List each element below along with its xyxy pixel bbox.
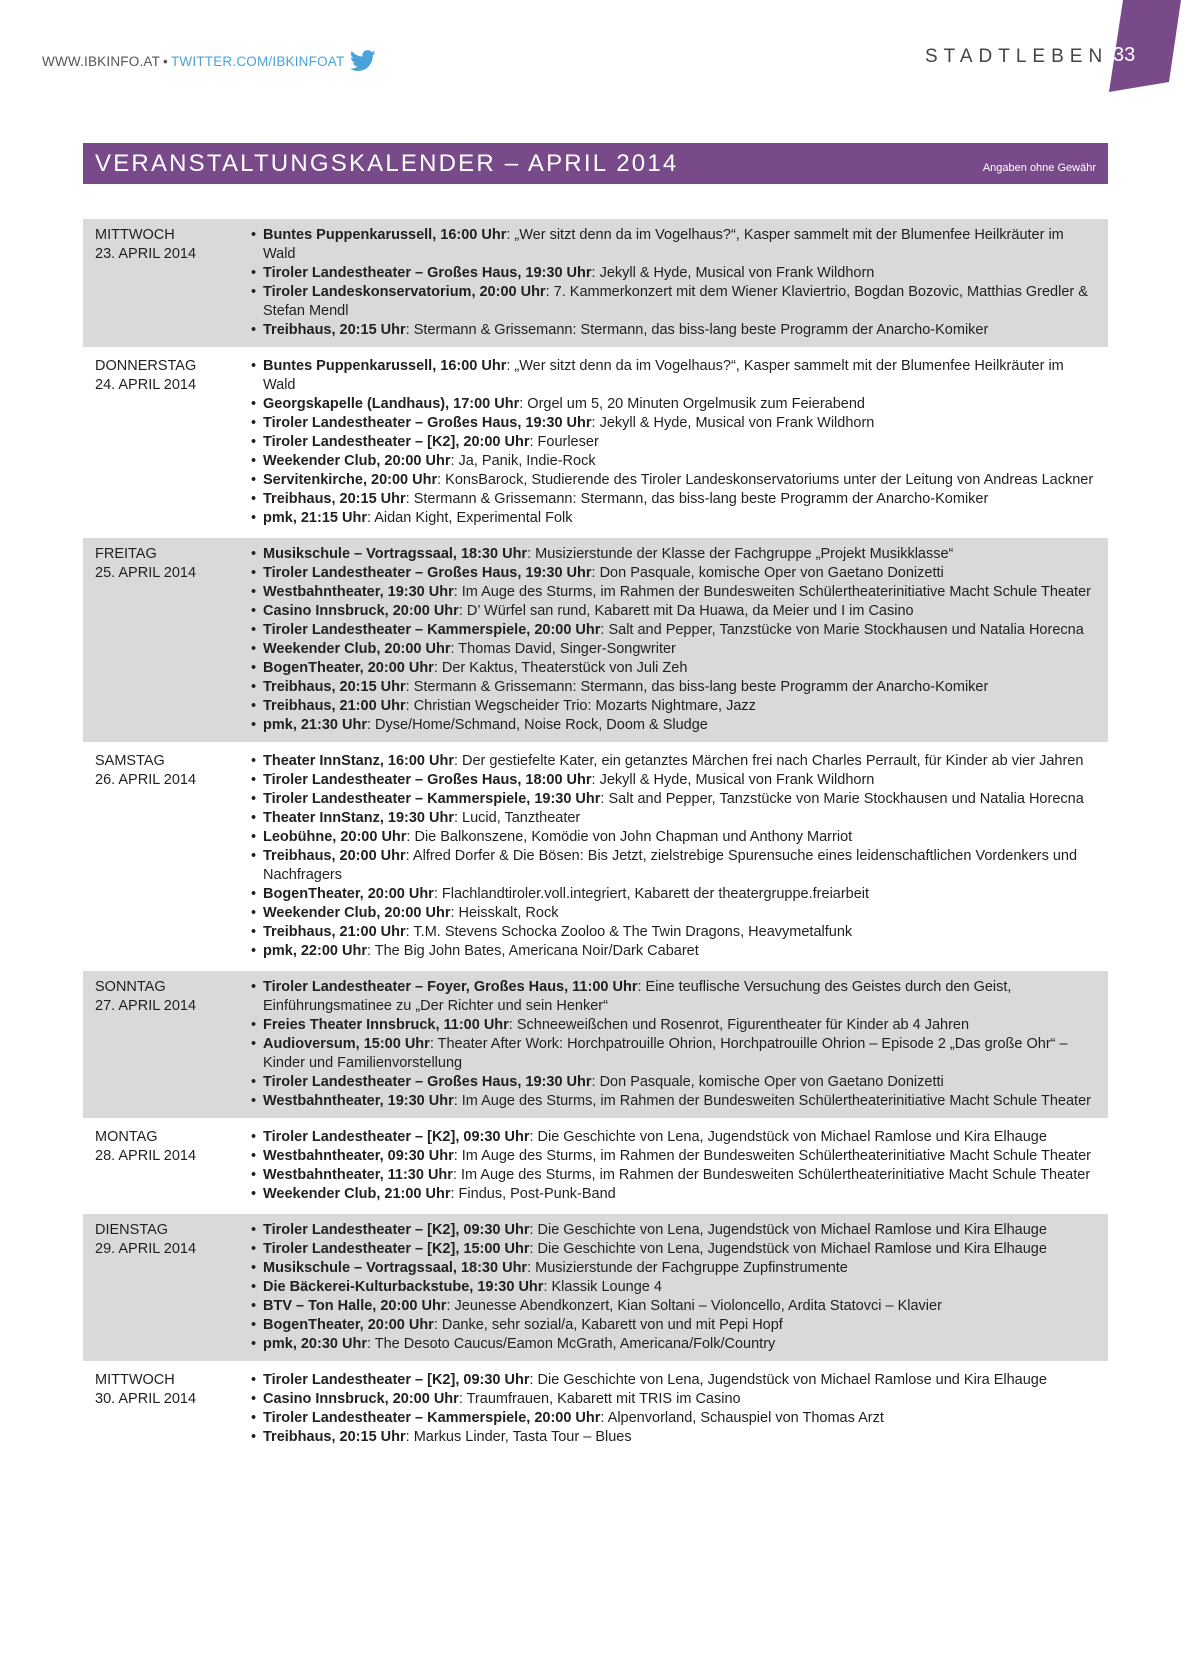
event-venue-time: Weekender Club, 20:00 Uhr [263, 905, 451, 921]
event-venue-time: Freies Theater Innsbruck, 11:00 Uhr [263, 1017, 509, 1033]
event-item [249, 1016, 1100, 1035]
event-description: : Der Kaktus, Theaterstück von Juli Zeh [433, 660, 688, 676]
day-label [83, 1221, 249, 1354]
event-description: : Alfred Dorfer & Die Bösen: Bis Jetzt, zielstrebige Spurensuche eines leidenschaftlichen Vordenkers und Nachfragers [263, 848, 1078, 883]
weekday: DIENSTAG [95, 1222, 169, 1238]
event-description: : Der gestiefelte Kater, ein getanztes Märchen frei nach Charles Perrault, für Kinder ab vier Jahren [453, 753, 1084, 769]
event-description: : Aidan Kight, Experimental Folk [366, 510, 573, 526]
event-item [249, 1297, 1100, 1316]
event-description: : Die Geschichte von Lena, Jugendstück von Michael Ramlose und Kira Elhauge [529, 1241, 1047, 1257]
event-description: : Christian Wegscheider Trio: Mozarts Nightmare, Jazz [405, 698, 756, 714]
date: 27. APRIL 2014 [95, 998, 197, 1014]
calendar-banner [83, 143, 1108, 184]
day-row [83, 1364, 1108, 1454]
event-description: : D’ Würfel san rund, Kabarett mit Da Huawa, da Meier und I im Casino [458, 603, 914, 619]
event-item [249, 1185, 1100, 1204]
event-description: : Im Auge des Sturms, im Rahmen der Bundesweiten Schülertheaterinitiative Macht Schule Theater [453, 1093, 1091, 1109]
event-venue-time: Treibhaus, 20:15 Uhr [263, 1429, 406, 1445]
day-label [83, 1128, 249, 1204]
event-venue-time: Tiroler Landestheater – Großes Haus, 19:30 Uhr [263, 265, 592, 281]
event-item [249, 809, 1100, 828]
event-item [249, 828, 1100, 847]
event-item [249, 1390, 1100, 1409]
event-list [249, 1128, 1108, 1204]
event-description: : Salt and Pepper, Tanzstücke von Marie Stockhausen und Natalia Horecna [600, 622, 1084, 638]
event-item [249, 697, 1100, 716]
event-description: : Stermann & Grissemann: Stermann, das biss-lang beste Programm der Anarcho-Komiker [405, 679, 989, 695]
event-description: : Fourleser [529, 434, 599, 450]
event-description: : Die Balkonszene, Komödie von John Chapman und Anthony Marriot [406, 829, 853, 845]
event-item [249, 621, 1100, 640]
event-venue-time: Tiroler Landestheater – [K2], 09:30 Uhr [263, 1372, 530, 1388]
event-description: : Die Geschichte von Lena, Jugendstück von Michael Ramlose und Kira Elhauge [529, 1222, 1047, 1238]
day-row [83, 745, 1108, 968]
weekday: MITTWOCH [95, 227, 175, 243]
date: 29. APRIL 2014 [95, 1241, 197, 1257]
twitter-bird-icon [350, 50, 376, 72]
event-item [249, 395, 1100, 414]
event-description: : 7. Kammerkonzert mit dem Wiener Klaviertrio, Bogdan Bozovic, Matthias Gredler & Stefan Mendl [263, 284, 1088, 319]
date: 24. APRIL 2014 [95, 377, 197, 393]
day-row [83, 971, 1108, 1118]
day-label [83, 357, 249, 528]
event-item [249, 452, 1100, 471]
event-description: : Eine teuflische Versuchung des Geistes durch den Geist, Einführungsmatinee zu „Der Richter und sein Henker“ [263, 979, 1012, 1014]
day-label [83, 752, 249, 961]
event-item [249, 1073, 1100, 1092]
event-venue-time: Tiroler Landeskonservatorium, 20:00 Uhr [263, 284, 546, 300]
event-description: : Don Pasquale, komische Oper von Gaetano Donizetti [591, 565, 944, 581]
event-description: : Salt and Pepper, Tanzstücke von Marie Stockhausen und Natalia Horecna [600, 791, 1084, 807]
event-venue-time: Westbahntheater, 11:30 Uhr [263, 1167, 453, 1183]
event-item [249, 1166, 1100, 1185]
twitter-link[interactable]: TWITTER.COM/IBKINFOAT [170, 53, 345, 69]
weekday: SAMSTAG [95, 753, 165, 769]
event-description: : The Big John Bates, Americana Noir/Dark Cabaret [366, 943, 699, 959]
event-item [249, 978, 1100, 1016]
event-description: : Jekyll & Hyde, Musical von Frank Wildhorn [591, 415, 875, 431]
event-venue-time: Tiroler Landestheater – [K2], 15:00 Uhr [263, 1241, 530, 1257]
day-label [83, 226, 249, 340]
event-description: : Ja, Panik, Indie-Rock [450, 453, 596, 469]
event-list [249, 1221, 1108, 1354]
event-item [249, 1259, 1100, 1278]
event-description: : Schneeweißchen und Rosenrot, Figurentheater für Kinder ab 4 Jahren [508, 1017, 970, 1033]
event-item [249, 583, 1100, 602]
event-venue-time: Georgskapelle (Landhaus), 17:00 Uhr [263, 396, 520, 412]
event-item [249, 847, 1100, 885]
day-label [83, 545, 249, 735]
event-venue-time: pmk, 20:30 Uhr [263, 1336, 367, 1352]
event-venue-time: Westbahntheater, 09:30 Uhr [263, 1148, 454, 1164]
event-item [249, 1092, 1100, 1111]
event-venue-time: BTV – Ton Halle, 20:00 Uhr [263, 1298, 447, 1314]
event-venue-time: BogenTheater, 20:00 Uhr [263, 886, 434, 902]
event-description: : „Wer sitzt denn da im Vogelhaus?“, Kasper sammelt mit der Blumenfee Heilkräuter im Wald [263, 227, 1064, 262]
day-row [83, 1121, 1108, 1211]
event-item [249, 771, 1100, 790]
weekday: SONNTAG [95, 979, 166, 995]
event-item [249, 321, 1100, 340]
event-description: : Orgel um 5, 20 Minuten Orgelmusik zum Feierabend [519, 396, 865, 412]
day-row [83, 538, 1108, 742]
event-venue-time: BogenTheater, 20:00 Uhr [263, 1317, 434, 1333]
event-item [249, 564, 1100, 583]
event-venue-time: Weekender Club, 21:00 Uhr [263, 1186, 451, 1202]
event-venue-time: Tiroler Landestheater – Kammerspiele, 20:00 Uhr [263, 622, 601, 638]
event-venue-time: pmk, 21:30 Uhr [263, 717, 367, 733]
event-description: : KonsBarock, Studierende des Tiroler Landeskonservatoriums unter der Leitung von Andreas Lackner [437, 472, 1094, 488]
event-venue-time: Tiroler Landestheater – Foyer, Großes Haus, 11:00 Uhr [263, 979, 638, 995]
event-description: : Im Auge des Sturms, im Rahmen der Bundesweiten Schülertheaterinitiative Macht Schule Theater [452, 1167, 1091, 1183]
event-venue-time: Tiroler Landestheater – Kammerspiele, 20:00 Uhr [263, 1410, 601, 1426]
event-item [249, 752, 1100, 771]
event-item [249, 357, 1100, 395]
event-description: : The Desoto Caucus/Eamon McGrath, Americana/Folk/Country [366, 1336, 776, 1352]
event-venue-time: Tiroler Landestheater – [K2], 09:30 Uhr [263, 1129, 530, 1145]
event-description: : Thomas David, Singer-Songwriter [450, 641, 676, 657]
event-item [249, 602, 1100, 621]
event-description: : Alpenvorland, Schauspiel von Thomas Arzt [600, 1410, 884, 1426]
event-calendar [83, 219, 1108, 1454]
event-venue-time: Westbahntheater, 19:30 Uhr [263, 1093, 454, 1109]
weekday: FREITAG [95, 546, 157, 562]
website-link[interactable]: WWW.IBKINFO.AT [42, 53, 161, 69]
event-description: : Traumfrauen, Kabarett mit TRIS im Casino [458, 1391, 741, 1407]
event-item [249, 942, 1100, 961]
event-description: : Don Pasquale, komische Oper von Gaetano Donizetti [591, 1074, 944, 1090]
day-label [83, 1371, 249, 1447]
event-description: : Lucid, Tanztheater [453, 810, 581, 826]
event-venue-time: Servitenkirche, 20:00 Uhr [263, 472, 438, 488]
event-item [249, 414, 1100, 433]
event-item [249, 1371, 1100, 1390]
event-list [249, 1371, 1108, 1447]
event-venue-time: Treibhaus, 21:00 Uhr [263, 698, 406, 714]
event-venue-time: Tiroler Landestheater – Großes Haus, 19:30 Uhr [263, 415, 592, 431]
date: 30. APRIL 2014 [95, 1391, 197, 1407]
event-item [249, 433, 1100, 452]
disclaimer-note: Angaben ohne Gewähr [982, 161, 1096, 174]
event-venue-time: Treibhaus, 20:15 Uhr [263, 491, 406, 507]
event-venue-time: pmk, 21:15 Uhr [263, 510, 367, 526]
event-venue-time: Tiroler Landestheater – Großes Haus, 19:30 Uhr [263, 1074, 592, 1090]
event-item [249, 471, 1100, 490]
event-venue-time: Westbahntheater, 19:30 Uhr [263, 584, 454, 600]
day-row [83, 219, 1108, 347]
event-item [249, 659, 1100, 678]
day-label [83, 978, 249, 1111]
event-list [249, 752, 1108, 961]
event-venue-time: Casino Innsbruck, 20:00 Uhr [263, 1391, 459, 1407]
day-row [83, 350, 1108, 535]
event-venue-time: Treibhaus, 20:00 Uhr [263, 848, 406, 864]
event-description: : „Wer sitzt denn da im Vogelhaus?“, Kasper sammelt mit der Blumenfee Heilkräuter im Wald [263, 358, 1064, 393]
event-venue-time: Buntes Puppenkarussell, 16:00 Uhr [263, 358, 507, 374]
event-item [249, 264, 1100, 283]
event-venue-time: Die Bäckerei-Kulturbackstube, 19:30 Uhr [263, 1279, 544, 1295]
event-venue-time: Tiroler Landestheater – Großes Haus, 18:00 Uhr [263, 772, 592, 788]
event-item [249, 490, 1100, 509]
event-venue-time: Theater InnStanz, 19:30 Uhr [263, 810, 454, 826]
page-title: VERANSTALTUNGSKALENDER – APRIL 2014 [95, 149, 679, 177]
event-description: : Dyse/Home/Schmand, Noise Rock, Doom & Sludge [366, 717, 708, 733]
event-description: : Musizierstunde der Fachgruppe Zupfinstrumente [527, 1260, 848, 1276]
event-item [249, 716, 1100, 735]
event-description: : Danke, sehr sozial/a, Kabarett von und mit Pepi Hopf [433, 1317, 783, 1333]
date: 23. APRIL 2014 [95, 246, 197, 262]
event-venue-time: Weekender Club, 20:00 Uhr [263, 641, 451, 657]
event-item [249, 790, 1100, 809]
event-description: : Die Geschichte von Lena, Jugendstück von Michael Ramlose und Kira Elhauge [529, 1372, 1047, 1388]
event-item [249, 1316, 1100, 1335]
event-venue-time: Casino Innsbruck, 20:00 Uhr [263, 603, 459, 619]
event-item [249, 1240, 1100, 1259]
event-item [249, 1128, 1100, 1147]
event-item [249, 923, 1100, 942]
page-number: 33 [1113, 44, 1136, 66]
event-description: : Stermann & Grissemann: Stermann, das biss-lang beste Programm der Anarcho-Komiker [405, 322, 989, 338]
event-list [249, 978, 1108, 1111]
event-item [249, 1147, 1100, 1166]
event-description: : Theater After Work: Horchpatrouille Ohrion, Horchpatrouille Ohrion – Episode 2 „Das große Ohr“ – Kinder und Familienvorstellung [263, 1036, 1068, 1071]
event-venue-time: Weekender Club, 20:00 Uhr [263, 453, 451, 469]
event-venue-time: Audioversum, 15:00 Uhr [263, 1036, 430, 1052]
event-list [249, 357, 1108, 528]
event-venue-time: Treibhaus, 20:15 Uhr [263, 322, 406, 338]
event-venue-time: Tiroler Landestheater – [K2], 09:30 Uhr [263, 1222, 530, 1238]
event-description: : Im Auge des Sturms, im Rahmen der Bundesweiten Schülertheaterinitiative Macht Schule Theater [453, 1148, 1091, 1164]
date: 28. APRIL 2014 [95, 1148, 197, 1164]
section-title: STADTLEBEN [925, 46, 1109, 67]
event-item [249, 640, 1100, 659]
event-description: : Markus Linder, Tasta Tour – Blues [405, 1429, 632, 1445]
date: 26. APRIL 2014 [95, 772, 197, 788]
event-venue-time: Tiroler Landestheater – [K2], 20:00 Uhr [263, 434, 530, 450]
event-item [249, 1278, 1100, 1297]
event-venue-time: Treibhaus, 20:15 Uhr [263, 679, 406, 695]
event-description: : Die Geschichte von Lena, Jugendstück von Michael Ramlose und Kira Elhauge [529, 1129, 1047, 1145]
event-item [249, 885, 1100, 904]
event-item [249, 545, 1100, 564]
event-description: : Heisskalt, Rock [450, 905, 559, 921]
event-description: : Im Auge des Sturms, im Rahmen der Bundesweiten Schülertheaterinitiative Macht Schule Theater [453, 584, 1091, 600]
event-item [249, 1428, 1100, 1447]
event-venue-time: Theater InnStanz, 16:00 Uhr [263, 753, 454, 769]
event-description: : Musizierstunde der Klasse der Fachgruppe „Projekt Musikklasse“ [527, 546, 954, 562]
event-item [249, 1221, 1100, 1240]
event-description: : T.M. Stevens Schocka Zooloo & The Twin Dragons, Heavymetalfunk [405, 924, 853, 940]
weekday: MITTWOCH [95, 1372, 175, 1388]
event-description: : Klassik Lounge 4 [543, 1279, 662, 1295]
event-item [249, 1035, 1100, 1073]
event-item [249, 904, 1100, 923]
event-item [249, 283, 1100, 321]
event-description: : Jekyll & Hyde, Musical von Frank Wildhorn [591, 265, 875, 281]
header-links [42, 50, 376, 72]
event-venue-time: Musikschule – Vortragssaal, 18:30 Uhr [263, 546, 528, 562]
event-item [249, 509, 1100, 528]
event-item [249, 1409, 1100, 1428]
event-description: : Jeunesse Abendkonzert, Kian Soltani – Violoncello, Ardita Statovci – Klavier [446, 1298, 942, 1314]
event-item [249, 226, 1100, 264]
event-venue-time: Buntes Puppenkarussell, 16:00 Uhr [263, 227, 507, 243]
event-list [249, 226, 1108, 340]
day-row [83, 1214, 1108, 1361]
event-item [249, 1335, 1100, 1354]
event-venue-time: Musikschule – Vortragssaal, 18:30 Uhr [263, 1260, 528, 1276]
separator: • [163, 53, 168, 69]
weekday: DONNERSTAG [95, 358, 197, 374]
weekday: MONTAG [95, 1129, 158, 1145]
event-item [249, 678, 1100, 697]
event-description: : Findus, Post-Punk-Band [450, 1186, 616, 1202]
event-venue-time: Tiroler Landestheater – Großes Haus, 19:30 Uhr [263, 565, 592, 581]
event-list [249, 545, 1108, 735]
event-venue-time: Tiroler Landestheater – Kammerspiele, 19:30 Uhr [263, 791, 601, 807]
event-venue-time: BogenTheater, 20:00 Uhr [263, 660, 434, 676]
event-description: : Flachlandtiroler.voll.integriert, Kabarett der theatergruppe.freiarbeit [433, 886, 870, 902]
event-venue-time: Leobühne, 20:00 Uhr [263, 829, 407, 845]
event-description: : Jekyll & Hyde, Musical von Frank Wildhorn [591, 772, 875, 788]
event-venue-time: Treibhaus, 21:00 Uhr [263, 924, 406, 940]
event-description: : Stermann & Grissemann: Stermann, das biss-lang beste Programm der Anarcho-Komiker [405, 491, 989, 507]
event-venue-time: pmk, 22:00 Uhr [263, 943, 367, 959]
date: 25. APRIL 2014 [95, 565, 197, 581]
